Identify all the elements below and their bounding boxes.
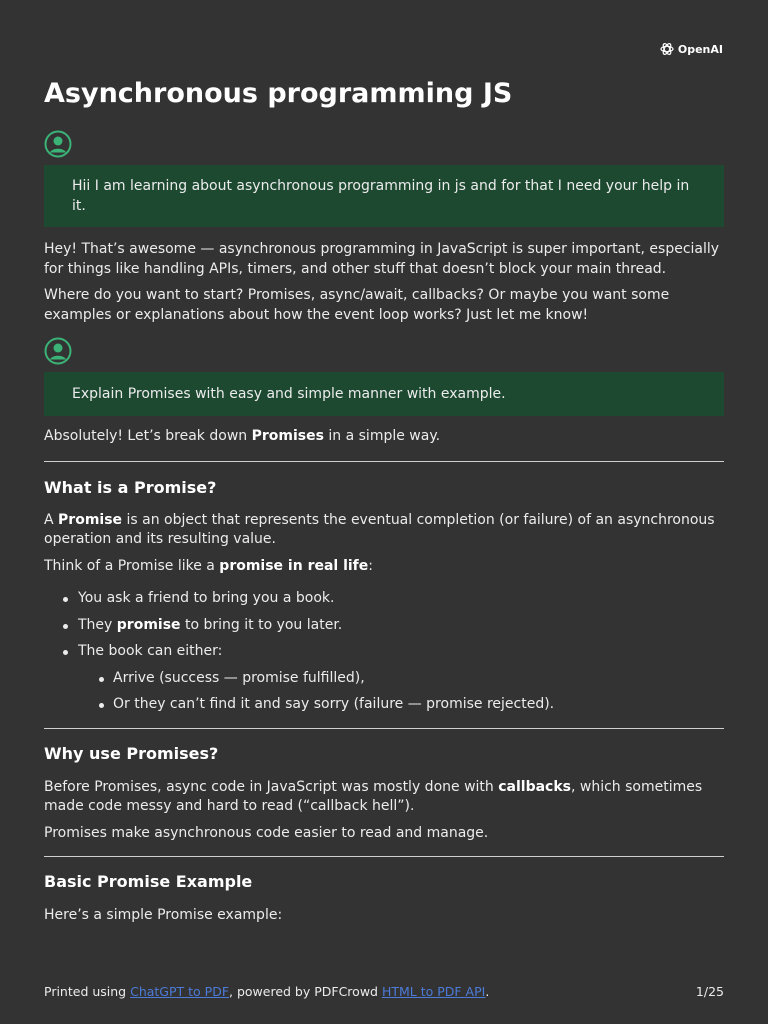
divider (44, 728, 724, 729)
section-heading: Basic Promise Example (44, 872, 253, 891)
list-item: Arrive (success — promise fulfilled), (44, 669, 724, 689)
list-item: You ask a friend to bring you a book. (44, 589, 724, 609)
user-avatar-icon (44, 337, 72, 365)
list-item: The book can either: (44, 642, 724, 662)
assistant-paragraph: Hey! That’s awesome — asynchronous programming in JavaScript is super important, especially for things like handling APIs, timers, and other stuff that doesn’t block your main thread. (44, 241, 720, 277)
footer-credit: Printed using ChatGPT to PDF, powered by PDFCrowd HTML to PDF API. (44, 984, 490, 999)
user-message: Explain Promises with easy and simple manner with example. (44, 372, 724, 416)
openai-logo (659, 41, 723, 57)
section-paragraph: Here’s a simple Promise example: (44, 907, 283, 923)
divider (44, 461, 724, 462)
html-to-pdf-api-link[interactable]: HTML to PDF API (381, 984, 486, 999)
divider (44, 856, 724, 857)
section-paragraph: Before Promises, async code in JavaScript was mostly done with callbacks, which sometimes made code messy and hard to read (“callback hell”). (44, 778, 703, 814)
section-paragraph: Promises make asynchronous code easier to read and manage. (44, 824, 489, 841)
section-paragraph: Think of a Promise like a promise in real life: (44, 557, 373, 574)
section-heading: What is a Promise? (44, 477, 217, 497)
openai-icon (659, 41, 675, 57)
conversation (44, 76, 724, 926)
list-item: Or they can’t find it and say sorry (failure — promise rejected). (44, 695, 724, 715)
sub-bullet-list (44, 669, 724, 715)
user-message: Hii I am learning about asynchronous programming in js and for that I need your help in it. (44, 165, 724, 227)
user-avatar-icon (44, 130, 72, 158)
print-footer (44, 984, 724, 999)
page-number: 1/25 (695, 984, 724, 999)
list-item: They promise to bring it to you later. (44, 616, 724, 636)
section-paragraph: A Promise is an object that represents the eventual completion (or failure) of an asynchronous operation and its resulting value. (44, 511, 715, 547)
page-title: Asynchronous programming JS (44, 78, 513, 109)
section-heading: Why use Promises? (44, 743, 219, 763)
bullet-list (44, 589, 724, 662)
brand-name: OpenAI (677, 42, 723, 56)
chatgpt-to-pdf-link[interactable]: ChatGPT to PDF (130, 984, 230, 999)
assistant-paragraph: Where do you want to start? Promises, async/await, callbacks? Or maybe you want some examples or explanations about how the event loop works? Just let me know! (44, 287, 670, 323)
assistant-intro: Absolutely! Let’s break down Promises in a simple way. (44, 428, 441, 444)
